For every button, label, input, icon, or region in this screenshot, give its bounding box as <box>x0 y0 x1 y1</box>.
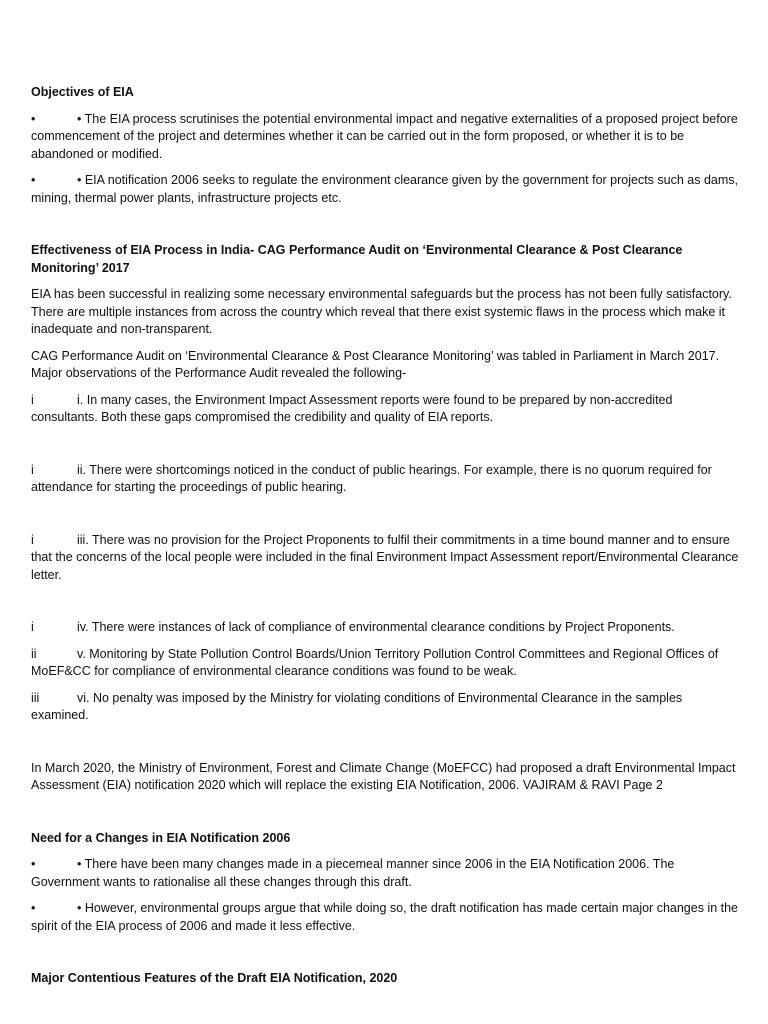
list-marker: i <box>31 392 34 407</box>
observation-text: i. In many cases, the Environment Impact Assessment reports were found to be prepared by non-accredited consultants. Both these gaps compromised the credibility and quality of EIA reports. <box>31 392 673 424</box>
spacer <box>31 734 739 760</box>
bullet-marker: • <box>31 111 36 126</box>
spacer <box>31 436 739 462</box>
bullet-text: • There have been many changes made in a piecemeal manner since 2006 in the EIA Notification 2006. The Government wants to rationalise all these changes through this draft. <box>31 857 675 889</box>
observation-text: iv. There were instances of lack of compliance of environmental clearance conditions by Project Proponents. <box>77 620 675 634</box>
observation-item-2 <box>31 462 739 497</box>
effectiveness-paragraph-2: CAG Performance Audit on ‘Environmental Clearance & Post Clearance Monitoring’ was tabled in Parliament in March 2017. Major observations of the Performance Audit revealed the following- <box>31 348 720 380</box>
need-bullet-2 <box>31 900 739 935</box>
contentious-heading: Major Contentious Features of the Draft EIA Notification, 2020 <box>31 971 398 985</box>
document-page <box>31 84 739 997</box>
list-marker: i <box>31 462 34 477</box>
list-marker: i <box>31 532 34 547</box>
observation-text: v. Monitoring by State Pollution Control Boards/Union Territory Pollution Control Committees and Regional Offices of MoEF&CC for compliance of environmental clearance conditions was found to be weak. <box>31 646 719 678</box>
objectives-bullet-2 <box>31 172 739 207</box>
spacer <box>31 216 739 242</box>
spacer <box>31 506 739 532</box>
list-marker: i <box>31 620 34 634</box>
objectives-bullet-1 <box>31 111 739 164</box>
effectiveness-heading: Effectiveness of EIA Process in India- CAG Performance Audit on ‘Environmental Clearance & Post Clearance Monitoring’ 2017 <box>31 243 683 275</box>
observation-text: ii. There were shortcomings noticed in the conduct of public hearings. For example, there is no quorum required for attendance for starting the proceedings of public hearing. <box>31 462 712 494</box>
spacer <box>31 593 739 619</box>
bullet-marker: • <box>31 857 36 871</box>
observation-item-1 <box>31 392 739 427</box>
spacer <box>31 944 739 970</box>
need-bullet-1 <box>31 856 739 891</box>
observation-text: iii. There was no provision for the Project Proponents to fulfil their commitments in a time bound manner and to ensure that the concerns of the local people were included in the final Environment Impact Assessment report/Environmental Clearance letter. <box>31 532 739 582</box>
observation-item-5 <box>31 646 739 681</box>
observation-item-4 <box>31 619 739 637</box>
list-marker: iii <box>31 690 40 705</box>
bullet-marker: • <box>31 901 36 915</box>
bullet-text: • The EIA process scrutinises the potential environmental impact and negative externalities of a proposed project before commencement of the project and determines whether it can be carried out in the form proposed, or whether it is to be abandoned or modified. <box>31 111 738 161</box>
need-heading: Need for a Changes in EIA Notification 2006 <box>31 830 291 845</box>
bullet-text: • However, environmental groups argue that while doing so, the draft notification has made certain major changes in the spirit of the EIA process of 2006 and made it less effective. <box>31 901 739 933</box>
observation-text: vi. No penalty was imposed by the Ministry for violating conditions of Environmental Clearance in the samples examined. <box>31 690 683 722</box>
bullet-text: • EIA notification 2006 seeks to regulate the environment clearance given by the government for projects such as dams, mining, thermal power plants, infrastructure projects etc. <box>31 173 738 205</box>
spacer <box>31 804 739 830</box>
observation-item-3 <box>31 532 739 585</box>
effectiveness-paragraph-1: EIA has been successful in realizing some necessary environmental safeguards but the process has not been fully satisfactory. There are multiple instances from across the country which reveal that there exist systemic flaws in the process which make it inadequate and non-transparent. <box>31 287 732 336</box>
objectives-heading: Objectives of EIA <box>31 85 134 99</box>
bullet-marker: • <box>31 173 36 187</box>
list-marker: ii <box>31 646 37 661</box>
effectiveness-paragraph-3: In March 2020, the Ministry of Environment, Forest and Climate Change (MoEFCC) had proposed a draft Environmental Impact Assessment (EIA) notification 2020 which will replace the existing EIA Notification, 2006. VAJIRAM & RAVI Page 2 <box>31 760 736 792</box>
observation-item-6 <box>31 690 739 725</box>
